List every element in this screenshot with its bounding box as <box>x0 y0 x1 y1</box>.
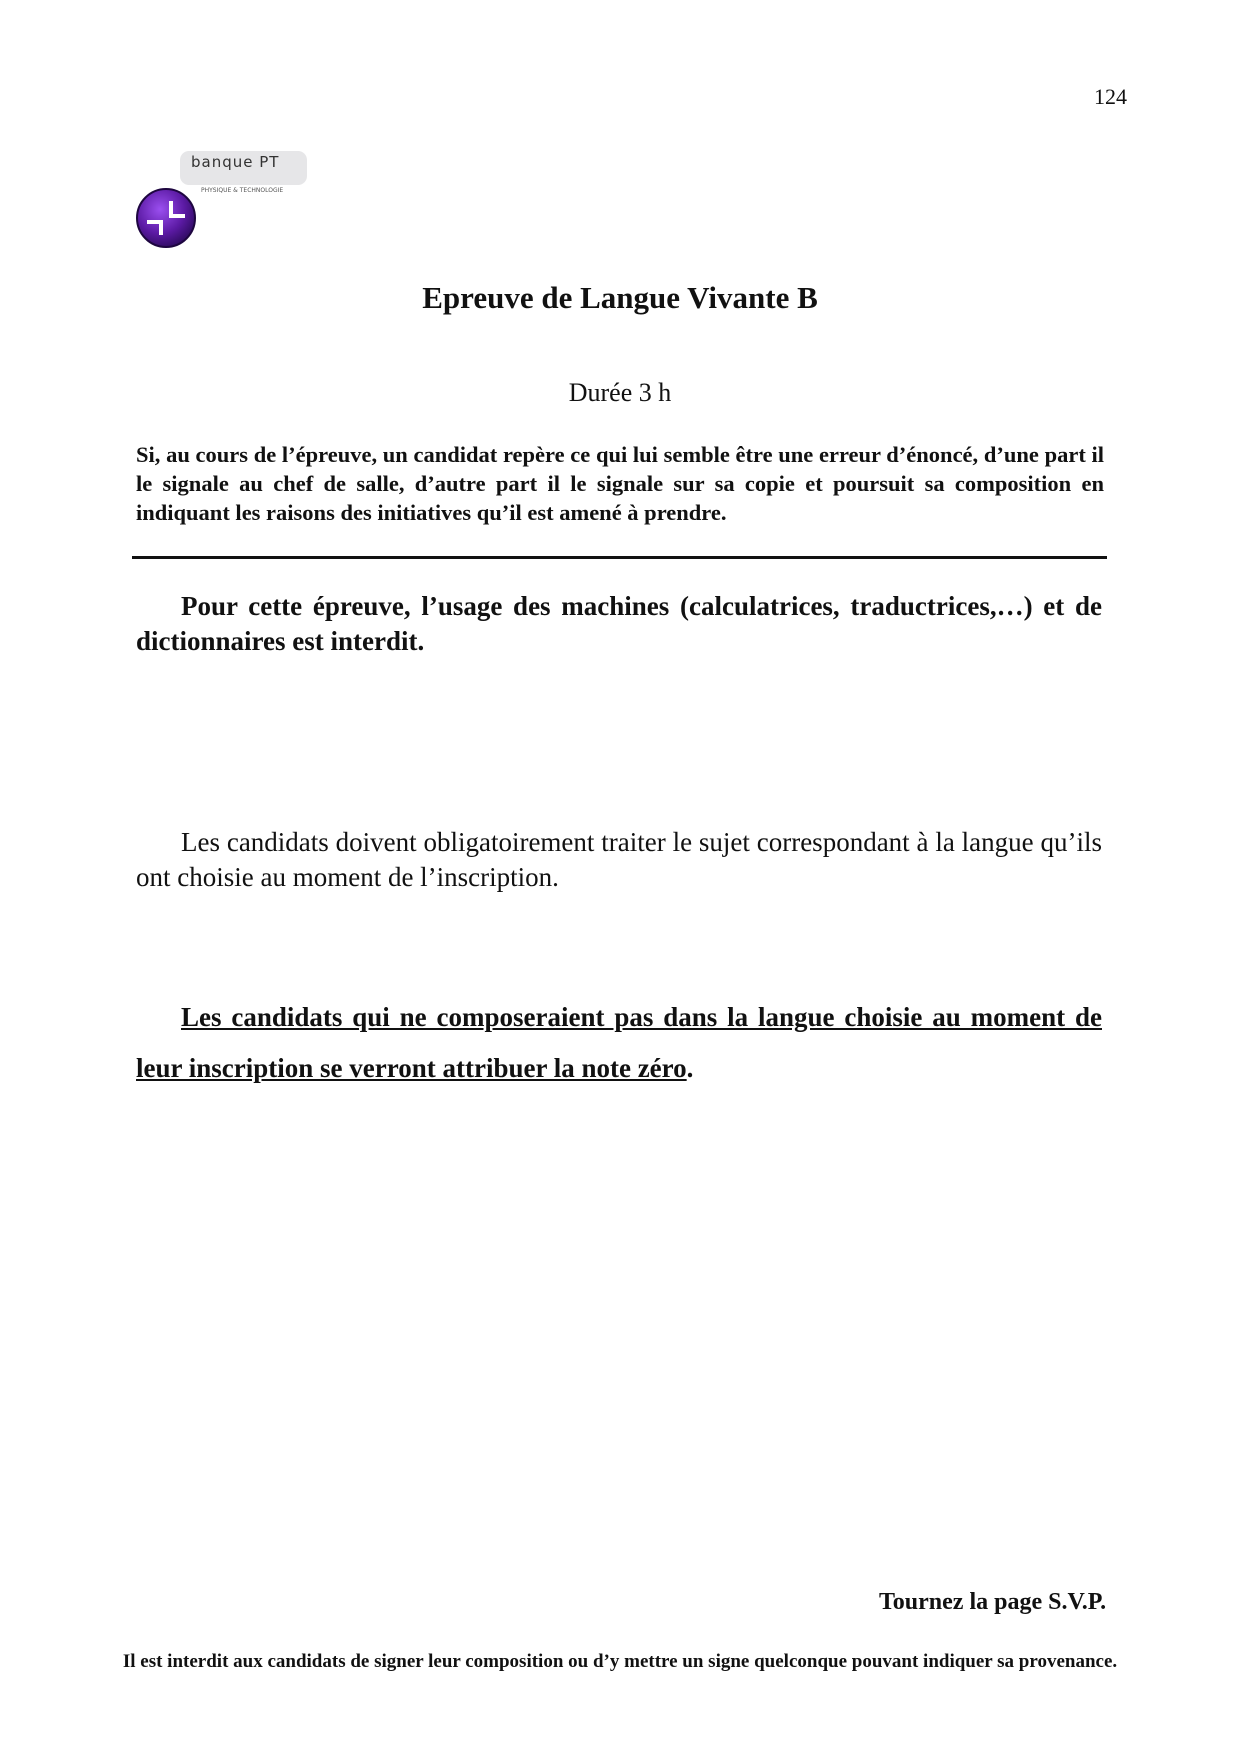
zero-grade-warning-text: Les candidats qui ne composeraient pas dans la langue choisie au moment de leur inscription se verront attribuer la note zéro <box>136 1002 1102 1083</box>
exam-duration: Durée 3 h <box>568 378 672 407</box>
banque-pt-logo <box>133 147 313 251</box>
page-number: 124 <box>1094 84 1127 109</box>
machines-rule-paragraph: Pour cette épreuve, l’usage des machines (calculatrices, traductrices,…) et de dictionnaires est interdit. <box>136 591 1102 656</box>
logo-brand: banque PT <box>191 153 280 171</box>
exam-title: Epreuve de Langue Vivante B <box>422 280 818 315</box>
language-instruction-paragraph: Les candidats doivent obligatoirement traiter le sujet correspondant à la langue qu’ils ont choisie au moment de l’inscription. <box>136 827 1102 892</box>
zero-grade-warning-period: . <box>686 1053 694 1083</box>
logo-tagline: PHYSIQUE & TECHNOLOGIE <box>201 187 284 194</box>
logo-emblem-icon <box>135 187 197 249</box>
footer-warning: Il est interdit aux candidats de signer leur composition ou d’y mettre un signe quelconque pouvant indiquer sa provenance. <box>122 1651 1118 1672</box>
zero-grade-warning <box>136 992 1102 1094</box>
divider-rule <box>132 556 1107 559</box>
turn-page-note: Tournez la page S.V.P. <box>879 1589 1107 1615</box>
error-notice: Si, au cours de l’épreuve, un candidat repère ce qui lui semble être une erreur d’énoncé, d’une part il le signale au chef de salle, d’autre part il le signale sur sa copie et poursuit sa composition en indiquant les raisons des initiatives qu’il est amené à prendre. <box>136 442 1104 525</box>
